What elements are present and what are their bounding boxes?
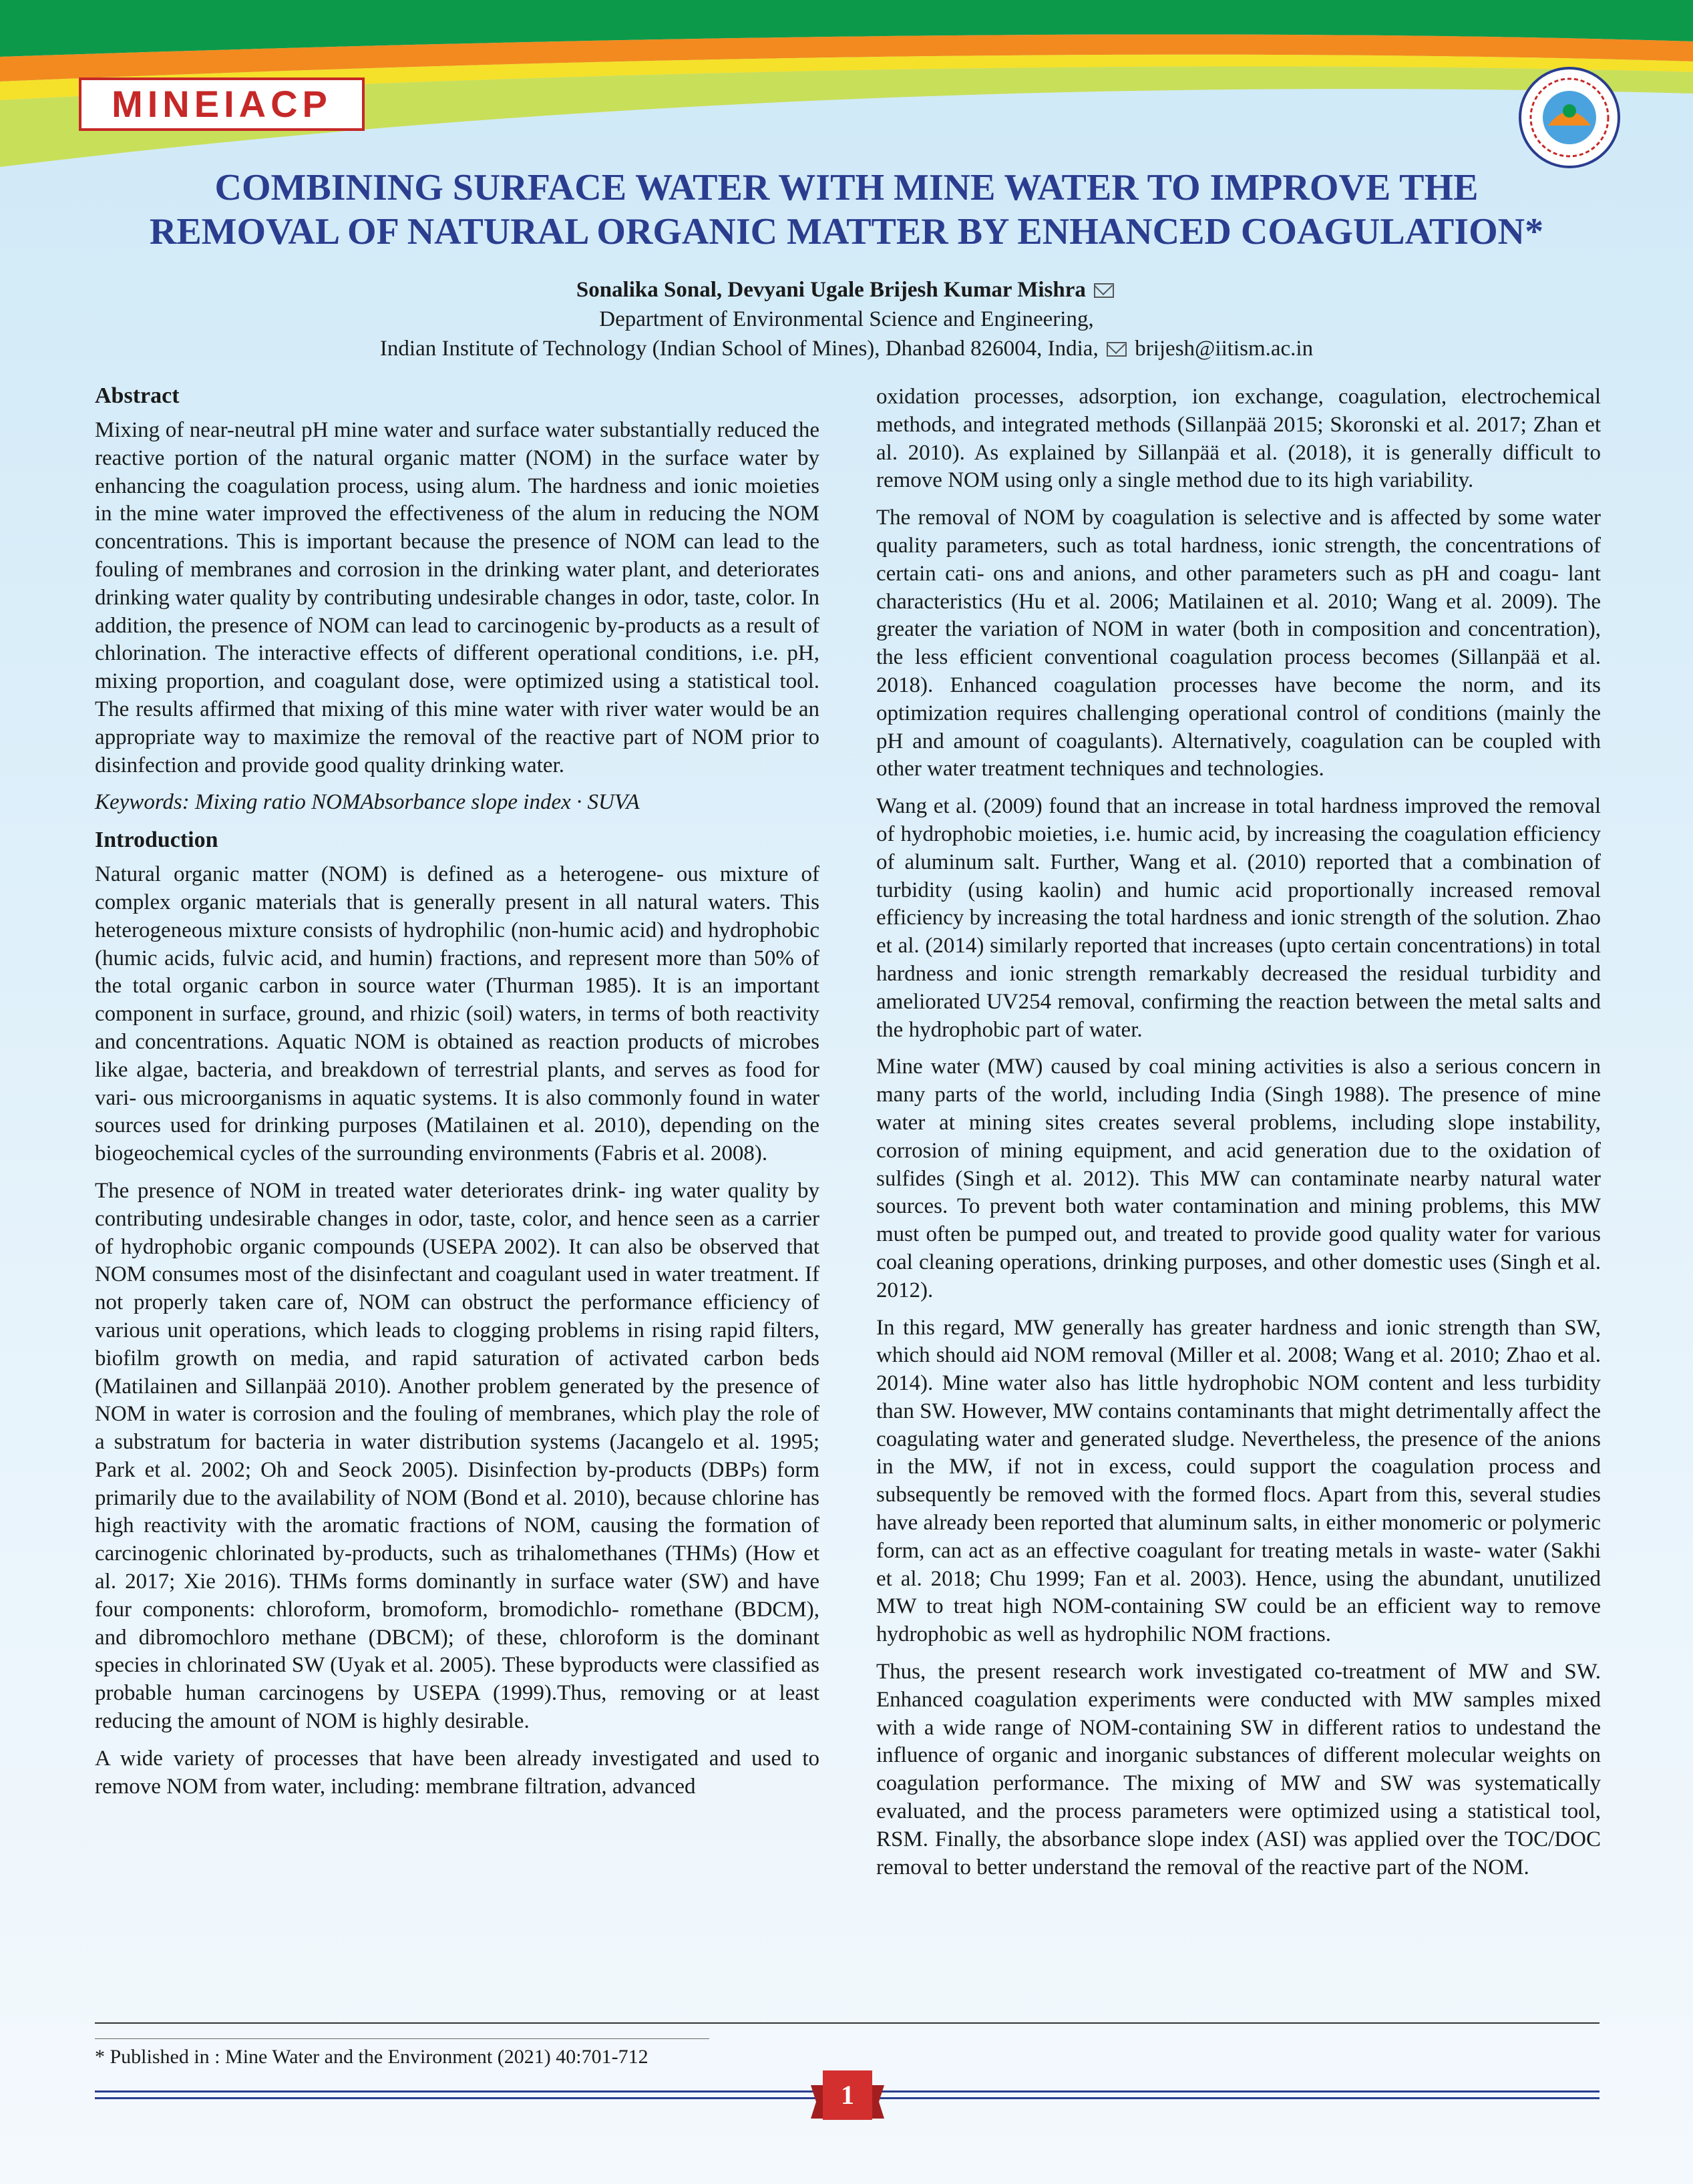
right-paragraph-4: In this regard, MW generally has greater hardness and ionic strength than SW, which should aid NOM removal (Miller et al. 2008; Wang et al. 2010; Zhao et al. 2014). Mine water also has little hydrophobic NOM content and less turbidity than SW. However, MW contains contaminants that might detrimentally affect the coagulating water and generated sludge. Nevertheless, the presence of the anions in the MW, if not in excess, could support the coagulation process and subsequently be removed with the formed flocs. Apart from this, several studies have already been reported that aluminum salts, in either monomeric or polymeric form, can act as an effective coagulant for treating metals in waste- water (Sakhi et al. 2018; Chu 1999; Fan et al. 2003). Hence, using the abundant, unutilized MW to treat high NOM-containing SW could be an efficient way to remove hydrophobic as well as hydrophilic NOM fractions. bbox=[876, 1315, 1601, 1647]
right-paragraph-2: Wang et al. (2009) found that an increase in total hardness improved the removal of hydrophobic moieties, i.e. humic acid, by increasing the coagulation efficiency of aluminum salt. Further, Wang et al. (2010) reported that a combination of turbidity (using kaolin) and humic acid proportionally increased removal efficiency by increasing the total hardness and ionic strength of the solution. Zhao et al. (2014) similarly reported that increases (upto certain concentrations) in total hardness and ionic strength remarkably decreased the residual turbidity and ameliorated UV254 removal, confirming the reaction between the metal salts and the hydrophobic part of water. bbox=[876, 794, 1601, 1042]
right-paragraph-1: The removal of NOM by coagulation is selective and is affected by some water quality parameters, such as total hardness, ionic strength, the concentrations of certain cati- ons and anions, and other parameters such as pH and coagu- lant characteristics (Hu et al. 2006; Matilainen et al. 2010; Wang et al. 2009). The greater the variation of NOM in water (both in composition and concentration), the less efficient conventional coagulation process becomes (Sillanpää et al. 2018). Enhanced coagulation processes have become the norm, and its optimization requires challenging operational control of conditions (mainly the pH and amount of coagulants). Alternatively, coagulation can be coupled with other water treatment techniques and technologies. bbox=[876, 506, 1601, 781]
right-paragraph-5: Thus, the present research work investigated co-treatment of MW and SW. Enhanced coagulation experiments were conducted with MW samples mixed with a wide range of NOM-containing SW in different ratios to undestand the influence of organic and inorganic substances of different molecular weights on coagulation performance. The mixing of MW and SW was systematically evaluated, and the process parameters were optimized using a statistical tool, RSM. Finally, the absorbance slope index (ASI) was applied over the TOC/DOC removal to better understand the removal of the reactive part of the NOM. bbox=[876, 1660, 1601, 1879]
mineiacp-emblem-icon bbox=[1516, 64, 1623, 171]
page-number: 1 bbox=[823, 2070, 872, 2120]
right-column bbox=[876, 383, 1601, 1891]
footnote: * Published in : Mine Water and the Environment (2021) 40:701-712 bbox=[95, 2046, 648, 2068]
right-paragraph-0: oxidation processes, adsorption, ion exchange, coagulation, electrochemical methods, and integrated methods (Sillanpää 2015; Skoronski et al. 2017; Zhan et al. 2010). As explained by Sillanpää et al. (2018), it is generally difficult to remove NOM using only a single method due to its high variability. bbox=[876, 385, 1601, 493]
title-line-1: COMBINING SURFACE WATER WITH MINE WATER TO IMPROVE THE bbox=[214, 167, 1479, 208]
abstract-heading: Abstract bbox=[95, 383, 180, 408]
page-number-badge bbox=[808, 2065, 887, 2132]
envelope-icon bbox=[1107, 342, 1127, 357]
author-institute: Indian Institute of Technology (Indian School of Mines), Dhanbad 826004, India, bbox=[379, 337, 1099, 361]
intro-paragraph-2: The presence of NOM in treated water deteriorates drink- ing water quality by contributing undesirable changes in odor, taste, color, and hence seen as a carrier of hydrophobic organic compounds (USEPA 2002). It can also be observed that NOM consumes most of the disinfectant and coagulant used in water treatment. If not properly taken care of, NOM can obstruct the performance efficiency of various unit operations, which leads to clogging problems in rising rapid filters, biofilm growth on media, and rapid saturation of activated carbon beds (Matilainen and Sillanpää 2010). Another problem generated by the presence of NOM in water is corrosion and the fouling of membranes, which play the role of a substratum for bacteria in water distribution systems (Jacangelo et al. 1995; Park et al. 2002; Oh and Seock 2005). Disinfection by-products (DBPs) form primarily due to the availability of NOM (Bond et al. 2010), because chlorine has high reactivity with the aromatic fractions of NOM, causing the formation of carcinogenic chlorinated by-products, such as trihalomethanes (THMs) (How et al. 2017; Xie 2016). THMs forms dominantly in surface water (SW) and have four components: chloroform, bromoform, bromodichlo- romethane (BDCM), and dibromochloro methane (DBCM); of these, chloroform is the dominant species in chlorinated SW (Uyak et al. 2005). These byproducts were classified as probable human carcinogens by USEPA (1999).Thus, removing or at least reducing the amount of NOM is highly desirable. bbox=[95, 1178, 819, 1734]
abstract-text: Mixing of near-neutral pH mine water and surface water substantially reduced the reactive portion of the natural organic matter (NOM) in the surface water by enhancing the coagulation process, using alum. The hardness and ionic moieties in the mine water improved the effectiveness of the alum in reducing the NOM concentrations. This is important because the presence of NOM can lead to the fouling of membranes and corrosion in the drinking water plant, and deteriorates drinking water quality by contributing undesirable changes in odor, taste, color. In addition, the presence of NOM can lead to carcinogenic by-products as a result of chlorination. The interactive effects of different operational conditions, i.e. pH, mixing proportion, and coagulant dose, were optimized using a statistical tool. The results affirmed that mixing of this mine water with river water would be an appropriate way to maximize the removal of the reactive part of NOM prior to disinfection and provide good quality drinking water. bbox=[95, 418, 819, 777]
envelope-icon bbox=[1094, 283, 1114, 298]
title-line-2: REMOVAL OF NATURAL ORGANIC MATTER BY ENHANCED COAGULATION* bbox=[149, 211, 1544, 252]
keywords: Keywords: Mixing ratio NOMAbsorbance slope index · SUVA bbox=[95, 790, 640, 815]
author-email[interactable]: brijesh@iitism.ac.in bbox=[1135, 337, 1314, 361]
author-department: Department of Environmental Science and Engineering, bbox=[599, 307, 1094, 331]
mineiacp-logo: MINEIACP bbox=[79, 77, 365, 131]
paper-title bbox=[80, 166, 1613, 254]
right-paragraph-3: Mine water (MW) caused by coal mining activities is also a serious concern in many parts of the world, including India (Singh 1988). The presence of mine water at mining sites creates several problems, including slope instability, corrosion of mining equipment, and acid generation due to the oxidation of sulfides (Singh et al. 2012). This MW can contaminate nearby natural water sources. To prevent both water contamination and mining problems, this MW must often be pumped out, and treated to provide good quality water for various coal cleaning operations, drinking purposes, and other domestic uses (Singh et al. 2012). bbox=[876, 1055, 1601, 1302]
author-names: Sonalika Sonal, Devyani Ugale Brijesh Kumar Mishra bbox=[576, 278, 1086, 302]
left-column bbox=[95, 382, 819, 1810]
introduction-heading: Introduction bbox=[95, 828, 218, 853]
author-block bbox=[80, 275, 1613, 363]
intro-paragraph-3: A wide variety of processes that have been already investigated and used to remove NOM from water, including: membrane filtration, advanced bbox=[95, 1746, 819, 1799]
intro-paragraph-1: Natural organic matter (NOM) is defined as a heterogene- ous mixture of complex organic materials that is generally present in all natural waters. This heterogeneous mixture consists of hydrophilic (non-humic acid) and hydrophobic (humic acids, fulvic acid, and humin) fractions, and represent more than 50% of the total organic carbon in source water (Thurman 1985). It is an important component in surface, ground, and rhizic (soil) waters, in terms of both reactivity and concentrations. Aquatic NOM is obtained as reaction products of microbes like algae, bacteria, and breakdown of terrestrial plants, and serves as food for vari- ous microorganisms in aquatic systems. It is also commonly found in water sources used for drinking purposes (Matilainen et al. 2010), depending on the biogeochemical cycles of the surrounding environments (Fabris et al. 2008). bbox=[95, 862, 819, 1166]
body-end-rule bbox=[95, 2022, 1600, 2024]
footnote-rule bbox=[95, 2038, 709, 2039]
